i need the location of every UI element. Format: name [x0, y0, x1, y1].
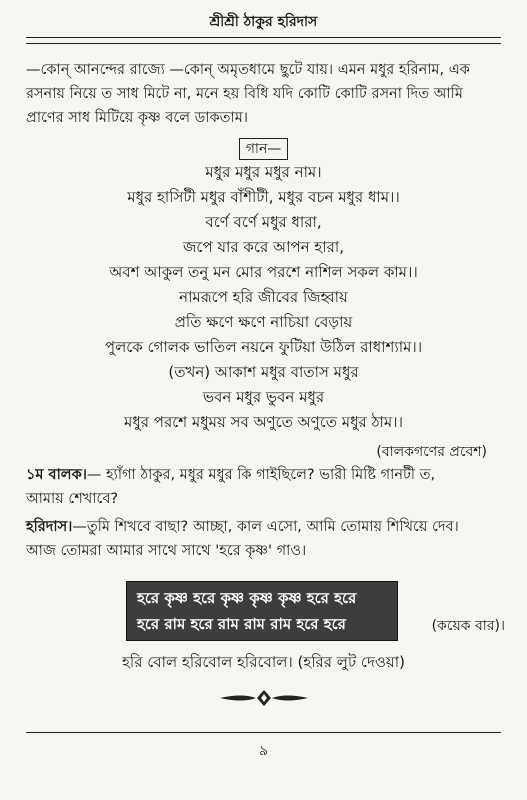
song-line: অবশ আকুল তনু মন মোর পরশে নাশিল সকল কাম।। — [109, 263, 418, 281]
speaker-haridas: হরিদাস। — [26, 519, 73, 535]
mantra-box — [126, 581, 398, 641]
song-label-row — [0, 136, 527, 161]
footer-rule — [26, 732, 501, 733]
header-rule-top — [26, 37, 501, 38]
mantra-line: হরে রাম হরে রাম রাম রাম হরে হরে — [137, 615, 346, 633]
mantra-line: হরে কৃষ্ণ হরে কৃষ্ণ কৃষ্ণ কৃষ্ণ হরে হরে — [137, 589, 357, 607]
intro-line: রসনায় নিয়ে ত সাধ মিটে না, মনে হয় বিধি যদি কোটি কোটি রসনা দিত আমি — [26, 86, 463, 102]
intro-line: প্রাণের সাধ মিটিয়ে কৃষ্ণ বলে ডাকতাম। — [26, 110, 248, 126]
dialogue-line — [26, 463, 504, 487]
closing-line: হরি বোল হরিবোল হরিবোল। (হরির লুট দেওয়া) — [122, 653, 405, 671]
header-rule-bottom — [26, 43, 501, 44]
boy-speech: — হ্যাঁগা ঠাকুর, মধুর মধুর কি গাইছিলে? ভারী মিষ্টি গানটী ত, — [86, 467, 436, 483]
dialogue-line: আজ তোমরা আমার সাথে সাথে 'হরে কৃষ্ণ' গাও। — [26, 543, 307, 559]
song-line: বর্ণে বর্ণে মধুর ধারা, — [205, 213, 322, 231]
page-number: ৯ — [258, 743, 269, 759]
song-line: নামরূপে হরি জীবের জিহ্বায় — [179, 288, 348, 306]
speaker-boy: ১ম বালক। — [26, 467, 87, 483]
song-line: জপে যার করে আপন হারা, — [183, 238, 344, 256]
dialogue-line: আমায় শেখাবে? — [26, 491, 119, 507]
intro-line: —কোন্ আনন্দের রাজ্যে —কোন্ অমৃতধামে ছুটে যায়। এমন মধুর হরিনাম, এক — [26, 62, 470, 78]
song-label: গান— — [239, 138, 289, 160]
song-line: মধুর হাসিটী মধুর বাঁশীটী, মধুর বচন মধুর ধাম।। — [127, 188, 400, 206]
dialogue-boy — [26, 463, 504, 511]
haridas-speech: —তুমি শিখবে বাছা? আচ্ছা, কাল এসো, আমি তোমায় শিখিয়ে দেব। — [72, 519, 459, 535]
song-line: মধুর মধুর মধুর নাম। — [205, 163, 322, 181]
stage-direction-repeat: (কয়েক বার)। — [431, 618, 505, 634]
song-line: (তখন) আকাশ মধুর বাতাস মধুর — [168, 363, 359, 381]
song-line: পুলকে গোলক ভাতিল নয়নে ফুটিয়া উঠিল রাধাশ্যাম।। — [104, 338, 423, 356]
song-line: প্রতি ক্ষণে ক্ষণে নাচিয়া বেড়ায় — [174, 313, 353, 331]
dialogue-line — [26, 515, 504, 539]
intro-paragraph — [26, 58, 504, 130]
ornament-divider-icon — [220, 688, 308, 708]
stage-direction-entry: (বালকগণের প্রবেশ) — [376, 444, 487, 460]
song-line: ভবন মধুর ভুবন মধুর — [202, 388, 325, 406]
song-line: মধুর পরশে মধুময় সব অণুতে অণুতে মধুর ঠাম।। — [124, 413, 403, 431]
page-header-title: শ্রীশ্রী ঠাকুর হরিদাস — [209, 14, 318, 30]
dialogue-haridas — [26, 515, 504, 563]
